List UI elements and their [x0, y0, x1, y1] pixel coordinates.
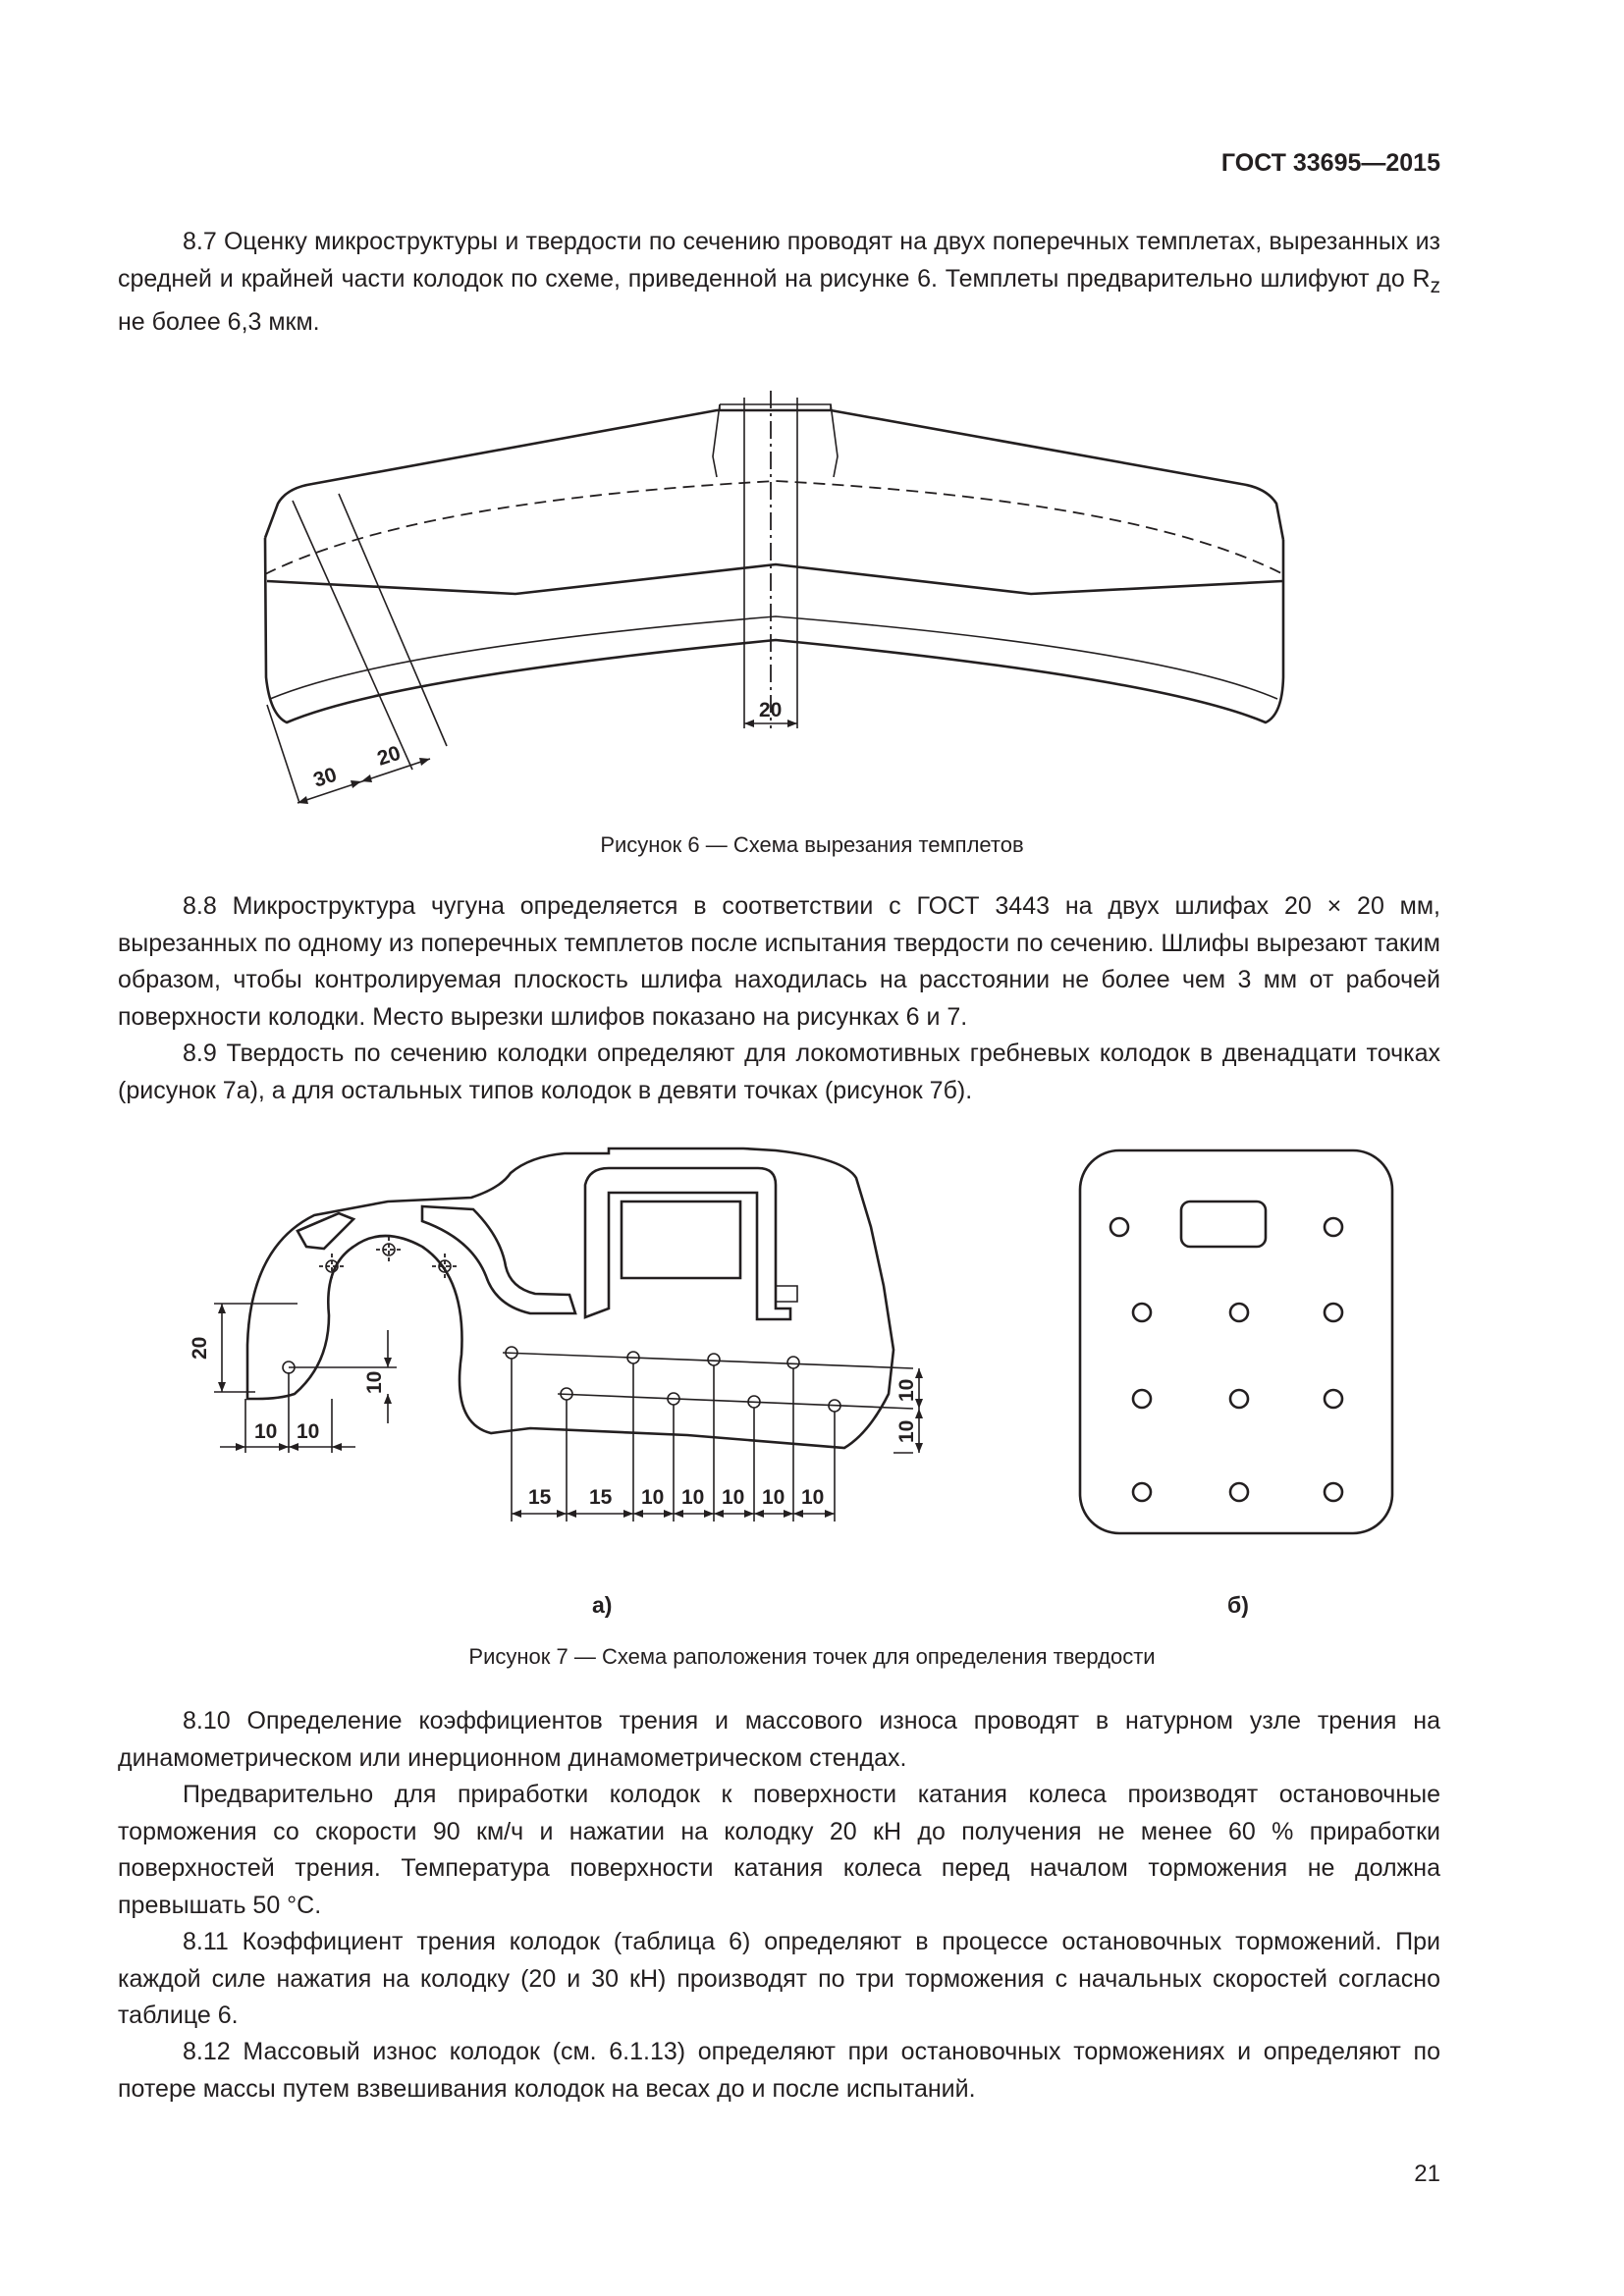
figure-7-caption: Рисунок 7 — Схема раположения точек для определения твердости: [468, 1644, 1156, 1669]
paragraph-8-10-text: 8.10 Определение коэффициентов трения и массового износа проводят в натурном узле трения на динамометрическом или инерционном динамометрическом стендах.: [118, 1707, 1440, 1772]
page-number: 21: [1414, 2161, 1440, 2187]
paragraph-8-7-text: 8.7 Оценку микроструктуры и твердости по сечению проводят на двух поперечных темплетах, вырезанных из средней и крайней части колодок по схеме, приведенной на рисунке 6. Темплеты предварительно шлифуют до R: [118, 228, 1440, 293]
fig7a-dim-right-2: 10: [895, 1419, 918, 1443]
paragraph-8-9-text: 8.9 Твердость по сечению колодки определяют для локомотивных гребневых колодок в двенадцати точках (рисунок 7а), а для остальных типов колодок в девяти точках (рисунок 7б).: [118, 1040, 1440, 1104]
paragraph-8-10: [118, 1703, 1440, 1777]
paragraph-8-9: [118, 1036, 1440, 1109]
fig7a-dim-bottom-5: 10: [722, 1486, 745, 1509]
fig6-dim-30: 30: [310, 763, 340, 792]
figure-7a-drawing: [187, 1139, 952, 1551]
paragraph-8-12-text: 8.12 Массовый износ колодок (см. 6.1.13) определяют при остановочных торможениях и определяют по потере массы путем взвешивания колодок на весах до и после испытаний.: [118, 2038, 1440, 2103]
paragraph-8-10b-text: Предварительно для приработки колодок к поверхности катания колеса производят остановочные торможения со скорости 90 км/ч и нажатии на колодку 20 кН до получения не менее 60 % приработки поверхностей трения. Температура поверхности катания колеса перед началом торможения не должна превышать 50 °С.: [118, 1781, 1440, 1919]
fig7a-dim-left-spacing-1: 10: [254, 1420, 278, 1443]
figure-6-drawing: [245, 388, 1306, 820]
fig7a-dim-bottom-2: 15: [589, 1486, 613, 1509]
fig7a-dim-right-1: 10: [895, 1378, 918, 1402]
fig7a-dim-left-height: 20: [189, 1336, 211, 1360]
fig6-dim-center: 20: [759, 699, 783, 721]
figure-6-caption: Рисунок 6 — Схема вырезания темплетов: [600, 832, 1024, 857]
paragraph-8-7: [118, 224, 1440, 342]
fig7a-dim-bottom-4: 10: [681, 1486, 705, 1509]
fig7a-dim-bottom-7: 10: [801, 1486, 825, 1509]
figure-7b-label: б): [1227, 1592, 1249, 1618]
paragraph-8-8: [118, 888, 1440, 1036]
fig7a-dim-bottom-6: 10: [762, 1486, 785, 1509]
paragraph-8-11-text: 8.11 Коэффициент трения колодок (таблица 6) определяют в процессе остановочных торможений. При каждой силе нажатия на колодку (20 и 30 кН) производят по три торможения с начальных скоростей согласно таблице 6.: [118, 1928, 1440, 2029]
document-header: ГОСТ 33695—2015: [1220, 149, 1440, 177]
paragraph-8-7-tail: не более 6,3 мкм.: [118, 308, 320, 336]
paragraph-8-11: [118, 1924, 1440, 2035]
figure-7b-drawing: [1070, 1139, 1404, 1551]
fig7a-dim-left-spacing-2: 10: [297, 1420, 320, 1443]
paragraph-8-8-text: 8.8 Микроструктура чугуна определяется в соответствии с ГОСТ 3443 на двух шлифах 20 × 20 мм, вырезанных по одному из поперечных темплетов после испытания твердости по сечению. Шлифы вырезают таким образом, чтобы контролируемая плоскость шлифа находилась на расстоянии не более чем 3 мм от рабочей поверхности колодки. Место вырезки шлифов показано на рисунках 6 и 7.: [118, 892, 1440, 1031]
fig7a-dim-left-offset: 10: [363, 1370, 386, 1394]
paragraph-8-12: [118, 2034, 1440, 2108]
figure-7a-label: а): [592, 1592, 613, 1618]
roughness-subscript: z: [1430, 274, 1440, 297]
paragraph-8-10-continued: [118, 1777, 1440, 1924]
fig6-dim-20: 20: [374, 741, 404, 771]
fig7a-dim-bottom-3: 10: [641, 1486, 665, 1509]
fig7a-dim-bottom-1: 15: [528, 1486, 552, 1509]
